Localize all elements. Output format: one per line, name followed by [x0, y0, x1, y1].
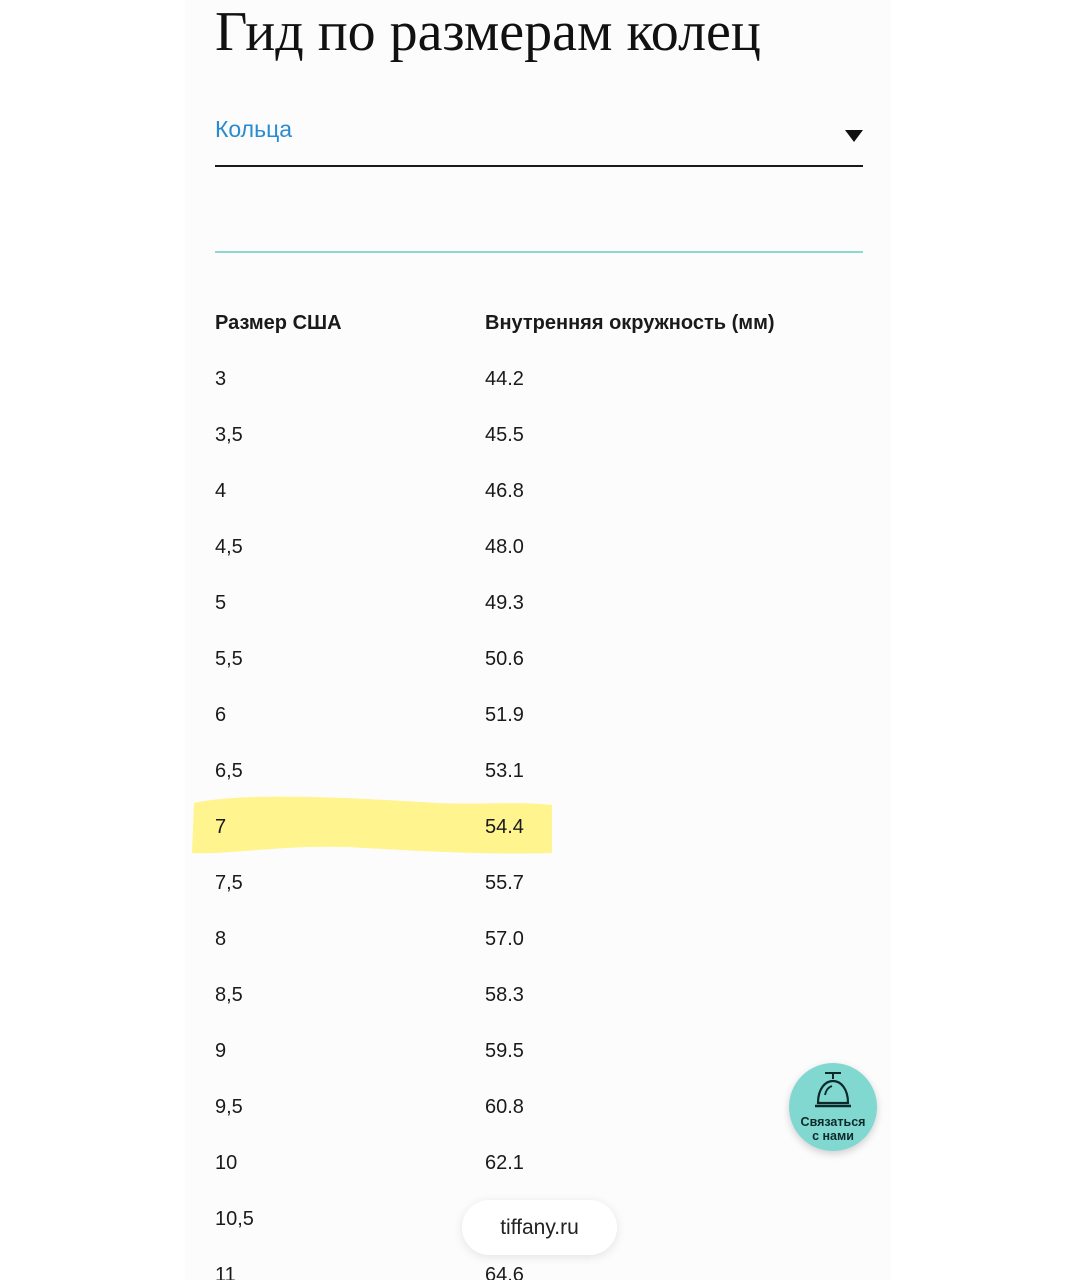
- inner-circumference-cell: 64.6: [485, 1264, 524, 1280]
- table-row: [215, 799, 863, 855]
- us-size-cell: 9,5: [215, 1096, 243, 1118]
- table-row: [215, 351, 863, 407]
- us-size-cell: 10,5: [215, 1208, 254, 1230]
- table-row: [215, 967, 863, 1023]
- contact-label-line1: Связаться: [800, 1115, 866, 1129]
- us-size-cell: 3: [215, 368, 227, 390]
- category-select[interactable]: [215, 108, 863, 167]
- us-size-cell: 6,5: [215, 760, 243, 782]
- us-size-cell: 5: [215, 592, 227, 614]
- contact-us-button[interactable]: [789, 1063, 877, 1151]
- us-size-cell: 8: [215, 928, 227, 950]
- us-size-cell: 9: [215, 1040, 227, 1062]
- inner-circumference-cell: 53.1: [485, 760, 524, 782]
- header-inner-circumference: Внутренняя окружность (мм): [485, 312, 775, 334]
- inner-circumference-cell: 50.6: [485, 648, 524, 670]
- caret-down-icon: [845, 130, 863, 142]
- us-size-cell: 4: [215, 480, 227, 502]
- table-row: [215, 407, 863, 463]
- us-size-cell: 3,5: [215, 424, 243, 446]
- us-size-cell: 8,5: [215, 984, 243, 1006]
- inner-circumference-cell: 55.7: [485, 872, 524, 894]
- table-row: [215, 463, 863, 519]
- contact-label-line2: с нами: [812, 1129, 854, 1143]
- page-title: Гид по размерам колец: [215, 1, 761, 63]
- table-row: [215, 911, 863, 967]
- us-size-cell: 7: [215, 816, 227, 838]
- table-header-row: [215, 295, 863, 351]
- us-size-cell: 10: [215, 1152, 238, 1174]
- table-row: [215, 1023, 863, 1079]
- inner-circumference-cell: 48.0: [485, 536, 524, 558]
- us-size-cell: 5,5: [215, 648, 243, 670]
- service-bell-icon: [813, 1071, 853, 1113]
- browser-url-bar[interactable]: tiffany.ru: [462, 1200, 617, 1255]
- size-table: [215, 295, 863, 1280]
- category-select-value: Кольца: [215, 116, 293, 142]
- us-size-cell: 4,5: [215, 536, 243, 558]
- table-row: [215, 743, 863, 799]
- us-size-cell: 6: [215, 704, 227, 726]
- inner-circumference-cell: 60.8: [485, 1096, 524, 1118]
- inner-circumference-cell: 44.2: [485, 368, 524, 390]
- table-row: [215, 575, 863, 631]
- table-row: [215, 519, 863, 575]
- inner-circumference-cell: 49.3: [485, 592, 524, 614]
- inner-circumference-cell: 58.3: [485, 984, 524, 1006]
- table-row: [215, 855, 863, 911]
- inner-circumference-cell: 45.5: [485, 424, 524, 446]
- table-row: [215, 1135, 863, 1191]
- header-us-size: Размер США: [215, 312, 342, 334]
- us-size-cell: 7,5: [215, 872, 243, 894]
- inner-circumference-cell: 59.5: [485, 1040, 524, 1062]
- divider: [215, 251, 863, 253]
- inner-circumference-cell: 57.0: [485, 928, 524, 950]
- inner-circumference-cell: 54.4: [485, 816, 524, 838]
- table-row: [215, 687, 863, 743]
- contact-us-label: [789, 1115, 877, 1143]
- inner-circumference-cell: 62.1: [485, 1152, 524, 1174]
- table-row: [215, 1079, 863, 1135]
- inner-circumference-cell: 51.9: [485, 704, 524, 726]
- us-size-cell: 11: [215, 1264, 236, 1280]
- inner-circumference-cell: 46.8: [485, 480, 524, 502]
- table-row: [215, 631, 863, 687]
